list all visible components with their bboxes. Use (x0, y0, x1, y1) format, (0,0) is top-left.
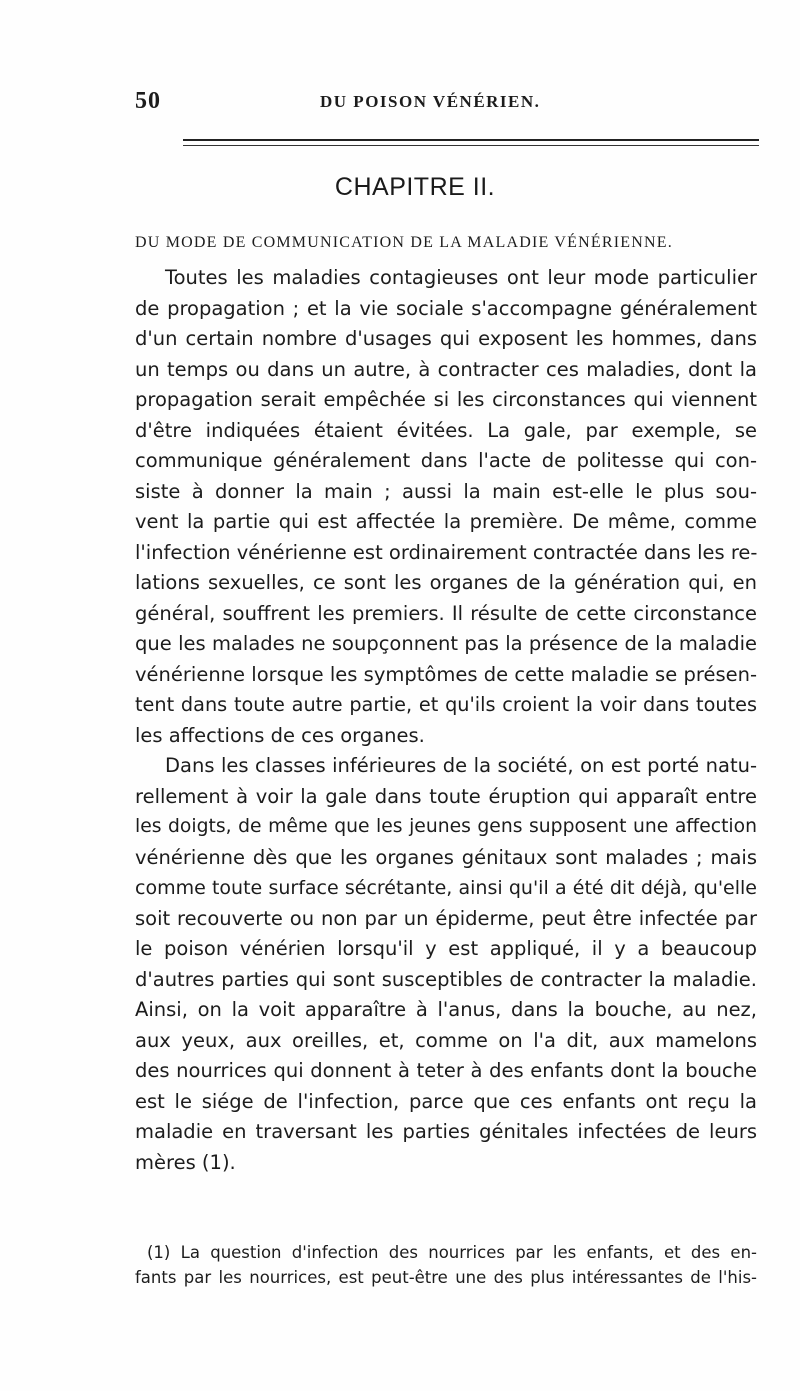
chapter-title: CHAPITRE II. (334, 173, 496, 201)
text-line: un temps ou dans un autre, à contracter ces maladies, dont la (135, 357, 757, 381)
text-line: tent dans toute autre partie, et qu'ils croient la voir dans toutes (135, 693, 757, 716)
text-line: rellement à voir la gale dans toute éruption qui apparaît entre (135, 784, 757, 808)
text-line: des nourrices qui donnent à teter à des enfants dont la bouche (135, 1059, 757, 1082)
footnote-line: fants par les nourrices, est peut-être une des plus intéressantes de l'his- (135, 1268, 757, 1287)
text-line: d'autres parties qui sont susceptibles de contracter la maladie. (135, 967, 757, 991)
footnote (135, 1240, 757, 1290)
text-line: maladie en traversant les parties génitales infectées de leurs (135, 1120, 757, 1143)
text-line: Ainsi, on la voit apparaître à l'anus, dans la bouche, au nez, (135, 998, 757, 1021)
footnote-line: (1) La question d'infection des nourrices par les enfants, et des en- (147, 1243, 757, 1262)
text-line: Dans les classes inférieures de la société, on est porté natu- (165, 754, 757, 777)
text-line: mères (1). (135, 1150, 236, 1174)
body-text (135, 263, 757, 1178)
page-number: 50 (135, 88, 161, 114)
text-line: propagation serait empêchée si les circonstances qui viennent (135, 388, 757, 411)
text-line: le poison vénérien lorsqu'il y est appliqué, il y a beaucoup (135, 937, 757, 960)
text-line: Toutes les maladies contagieuses ont leur mode particulier (165, 266, 757, 289)
text-line: d'un certain nombre d'usages qui exposent les hommes, dans (135, 327, 757, 350)
text-line: soit recouverte ou non par un épiderme, peut être infectée par (135, 906, 757, 930)
section-title: DU MODE DE COMMUNICATION DE LA MALADIE VÉNÉRIENNE. (135, 234, 673, 251)
text-line: général, souffrent les premiers. Il résulte de cette circonstance (135, 601, 757, 625)
text-line: vénérienne lorsque les symptômes de cette maladie se présen- (135, 662, 757, 686)
text-line: comme toute surface sécrétante, ainsi qu'il a été dit déjà, qu'elle (135, 877, 757, 899)
text-line: de propagation ; et la vie sociale s'accompagne généralement (135, 296, 757, 320)
text-line: que les malades ne soupçonnent pas la présence de la maladie (135, 632, 757, 655)
text-line: les affections de ces organes. (135, 723, 425, 747)
text-line: les doigts, de même que les jeunes gens supposent une affection (135, 816, 757, 837)
text-line: l'infection vénérienne est ordinairement contractée dans les re- (135, 540, 758, 564)
text-line: aux yeux, aux oreilles, et, comme on l'a dit, aux mamelons (135, 1028, 757, 1052)
text-line: est le siége de l'infection, parce que ces enfants ont reçu la (135, 1089, 757, 1113)
text-line: d'être indiquées étaient évitées. La gale, par exemple, se (135, 418, 757, 442)
text-line: vent la partie qui est affectée la première. De même, comme (135, 510, 757, 533)
header-rule (183, 139, 759, 146)
running-head (135, 88, 755, 118)
text-line: lations sexuelles, ce sont les organes de la génération qui, en (135, 571, 757, 594)
text-line: communique généralement dans l'acte de politesse qui con- (135, 449, 757, 472)
text-line: vénérienne dès que les organes génitaux sont malades ; mais (135, 845, 757, 869)
text-line: siste à donner la main ; aussi la main est-elle le plus sou- (135, 479, 757, 503)
running-title: DU POISON VÉNÉRIEN. (320, 92, 541, 111)
